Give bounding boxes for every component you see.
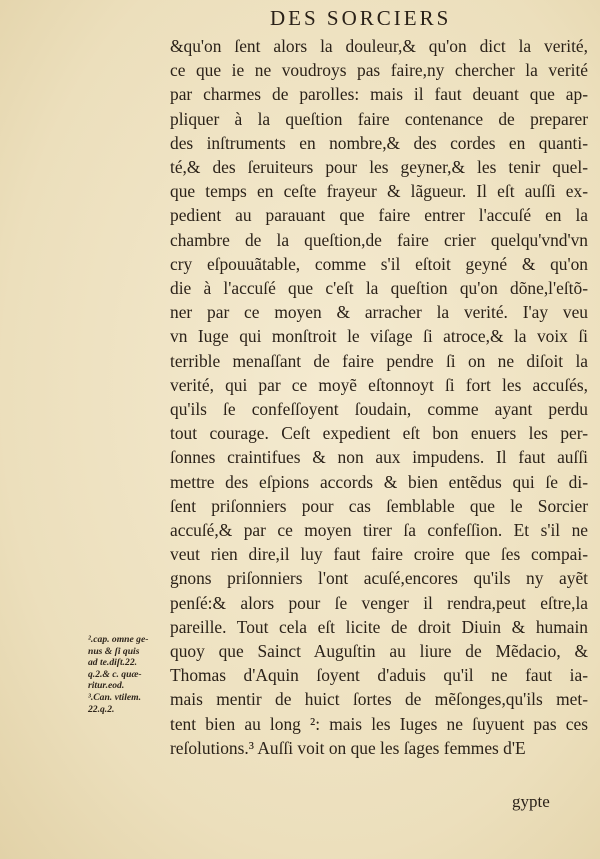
text-line: Thomas d'Aquin ſoyent d'aduis qu'il ne faut ia- (170, 665, 588, 686)
margin-note-line: q.2.& c. quæ- (88, 668, 142, 680)
text-line: ſent priſonniers pour cas ſemblable que le Sorcier (170, 495, 588, 516)
margin-note-line: ritur.eod. (88, 680, 125, 692)
text-line: chambre de la queſtion,de faire crier quelqu'vnd'vn (170, 229, 588, 250)
text-line: ſonnes craintifues & non aux impudens. Il faut auſſi (170, 447, 588, 468)
margin-note-line: nus & ſi quis (88, 645, 140, 657)
text-line: gnons priſonniers l'ont acuſé,encores qu'ils ny ayẽt (170, 568, 588, 589)
text-line: quoy que Sainct Auguſtin au liure de Mẽdacio, & (170, 641, 588, 662)
margin-note-line: ².cap. omne ge- (88, 634, 149, 645)
text-line: des inſtruments en nombre,& des cordes en quanti- (170, 132, 588, 153)
text-line: terrible menaſſant de faire pendre ſi on ne diſoit la (170, 350, 588, 371)
text-line: cry eſpouuãtable, comme s'il eſtoit geyné & qu'on (170, 253, 588, 274)
text-line: pedient au parauant que faire entrer l'accuſé en la (170, 205, 588, 226)
text-line: &qu'on ſent alors la douleur,& qu'on dict la verité, (170, 36, 588, 56)
margin-note-line: 22.q.2. (88, 703, 115, 715)
text-line: penſé:& alors pour ſe venger il rendra,peut eſtre,la (170, 592, 588, 613)
text-line: que temps en ceſte frayeur & lãgueur. Il eſt auſſi ex- (170, 181, 588, 202)
text-line: veut rien dire,il luy faut faire croire que ſes compai- (170, 544, 588, 565)
text-line: qu'ils ſe confeſſoyent ſoudain, comme ayant perdu (170, 399, 588, 420)
text-line: pliquer à la queſtion faire contenance de preparer (170, 108, 588, 129)
text-line: ce que ie ne voudroys pas faire,ny chercher la verité (170, 60, 588, 81)
text-line: té,& des ſeruiteurs pour les geyner,& les tenir quel- (170, 157, 588, 178)
text-line: tout courage. Ceſt expedient eſt bon enuers les per- (170, 423, 588, 444)
text-line: mettre des eſpions accords & bien entẽdus qui ſe di- (170, 471, 588, 492)
text-line: verité, qui par ce moyẽ eſtonnoyt ſi fort les accuſés, (170, 374, 588, 395)
text-line: par charmes de parolles: mais il faut deuant que ap- (170, 84, 588, 105)
body-text (170, 34, 588, 760)
text-line: ner par ce moyen & arracher la verité. I'ay veu (170, 302, 588, 323)
running-head: DES SORCIERS (270, 6, 452, 30)
text-line: vn Iuge qui monſtroit le viſage ſi atroce,& la voix ſi (170, 326, 588, 347)
text-line: pareille. Tout cela eſt licite de droit Diuin & humain (170, 616, 588, 637)
text-line: tent bien au long ²: mais les Iuges ne ſuyuent pas ces (170, 713, 588, 734)
text-line: reſolutions.³ Auſſi voit on que les ſages femmes d'E (170, 737, 526, 758)
catchword: gypte (512, 792, 550, 811)
text-line: mais mentir de huict ſortes de mẽſonges,qu'ils met- (170, 689, 588, 710)
margin-note-line: ³.Can. vtilem. (88, 691, 141, 703)
margin-notes (88, 634, 170, 715)
text-line: die à l'accuſé que c'eſt la queſtion qu'on dõne,l'eſtõ- (170, 278, 588, 299)
margin-note-line: ad te.diſt.22. (88, 657, 138, 669)
text-line: accuſé,& par ce moyen tirer ſa confeſſion. Et s'il ne (170, 520, 588, 541)
